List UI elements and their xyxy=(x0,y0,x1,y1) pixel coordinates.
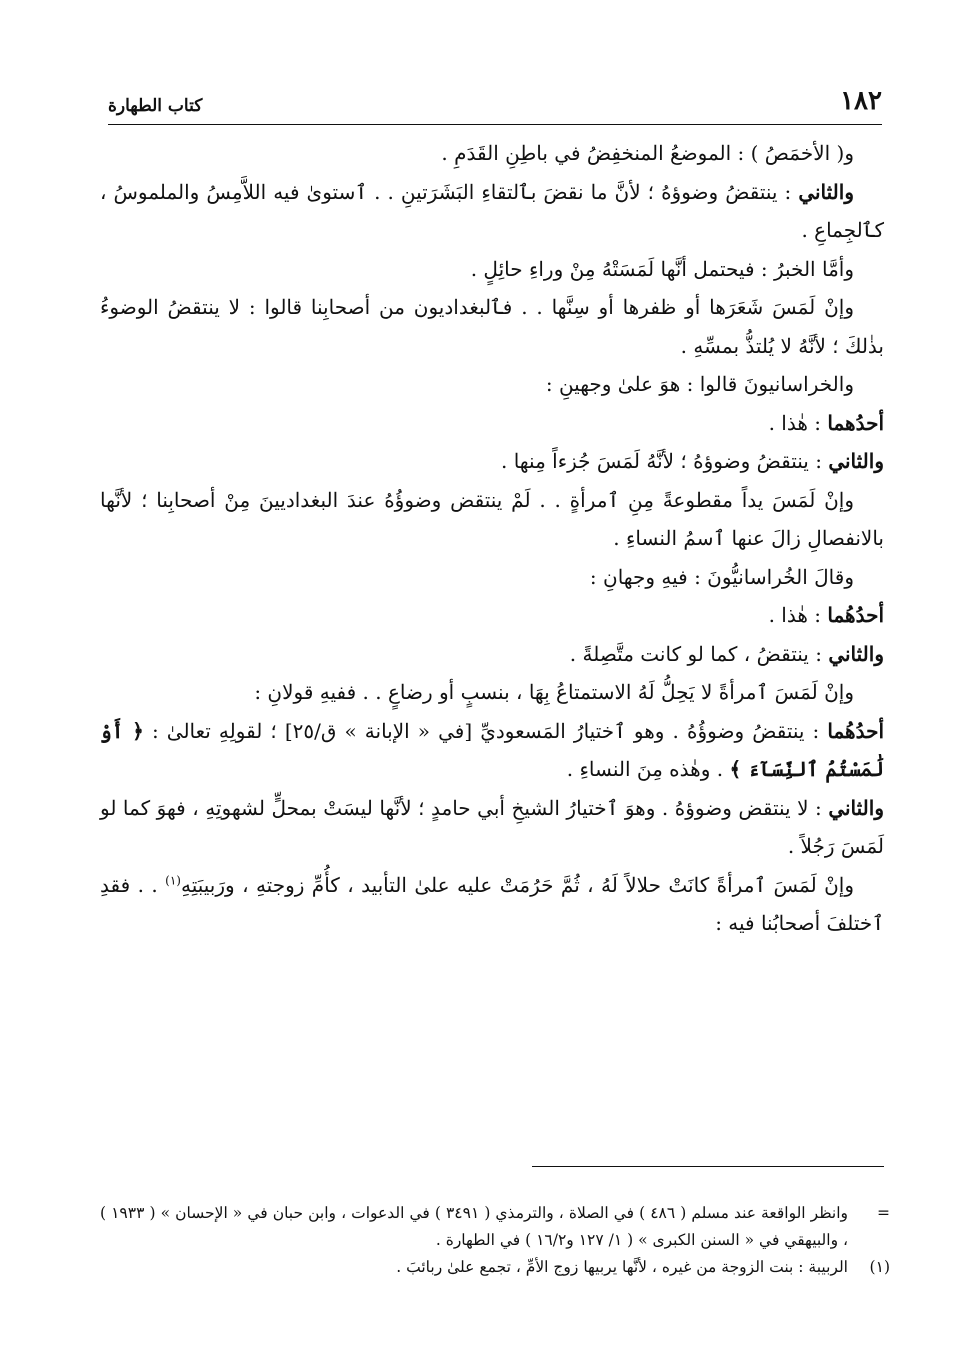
paragraph-text: وأمَّا الخبرُ : فيحتمل أنَّها لَمَسَتْهُ مِنْ وراءِ حائِلٍ . xyxy=(470,256,854,281)
footnotes xyxy=(100,1200,890,1281)
paragraph-text: : ينتقضُ ، كما لو كانت متَّصِلةً . xyxy=(569,641,829,666)
paragraph xyxy=(100,558,884,597)
paragraph xyxy=(100,481,884,558)
running-title: كتاب الطهارة xyxy=(108,96,203,116)
paragraph xyxy=(100,173,884,250)
paragraph-text: والخراسانيونَ قالوا : هوَ علىٰ وجهينِ : xyxy=(545,372,854,396)
paragraph-text: : ينتقضُ وضوؤهُ ؛ لأنَّهُ لَمَسَ جُزءاً مِنها . xyxy=(501,449,829,473)
header-rule xyxy=(108,124,882,125)
paragraph-text: : هٰذا . xyxy=(768,410,828,435)
paragraph-text: وإنْ لَمَسَ شَعَرَها أو ظفرها أو سِنَّها . . فٱلبغداديون من أصحابِنا قالوا : لا ينتقضُ الوضوءُ بذٰلكَ ؛ لأنَّهُ لا يُلتذُّ بمسِّهِ . xyxy=(100,295,884,358)
footnote-mark: = xyxy=(877,1204,890,1222)
paragraph xyxy=(100,404,884,443)
paragraph-lead: والثاني xyxy=(828,795,884,820)
paragraph-text: وقالَ الخُراسانيُّونَ : فيهِ وجهانِ : xyxy=(589,564,854,589)
paragraph-text: وإنْ لَمَسَ ٱمرأةً لا يَحِلُّ لَهُ الاستمتاعُ بِهَا ، بنسبٍ أو رضاعٍ . . ففيهِ قولانِ : xyxy=(254,680,854,704)
paragraph-text: : ينتقضُ وضوؤُهُ . وهو ٱختيارُ المَسعوديِّ [في « الإبانة » ق/٢٥] ؛ لقولِهِ تعالىٰ : xyxy=(143,718,828,743)
paragraph xyxy=(100,442,884,481)
main-text xyxy=(100,134,884,943)
paragraph xyxy=(100,673,884,712)
paragraph-lead: والثاني xyxy=(828,641,884,666)
paragraph xyxy=(100,250,884,289)
paragraph xyxy=(100,365,884,404)
page-header xyxy=(108,84,882,124)
paragraph-text: : لا ينتقض وضوؤهُ . وهوَ ٱختيارُ الشيخِ أبي حامدٍ ؛ لأنَّها ليسَتْ بمحلٍّ لشهوتِهِ ، فهوَ كما لو لَمَسَ رَجُلاً . xyxy=(100,795,884,858)
paragraph-text: . وهٰذه مِنَ النساءِ . xyxy=(566,757,730,781)
paragraph-text: : ينتقضُ وضوؤهُ ؛ لأنَّ ما نقضَ بٱلتقاءِ البَشَرَتينِ . . ٱستوىٰ فيه اللاَّمِسُ والملموسُ ، كٱلجِماعِ . xyxy=(100,179,884,242)
paragraph-lead: أحدُهُما xyxy=(827,718,884,743)
footnote-text: وانظر الواقعة عند مسلم ( ٤٨٦ ) في الصلاة ، والترمذي ( ٣٤٩١ ) في الدعوات ، وابن حبان في « الإحسان » ( ١٩٣٣ ) ، والبيهقي في « السنن الكبرى » ( ١/ ١٢٧ و١٦/٢ ) في الطهارة . xyxy=(100,1204,849,1249)
quran-verse: ﴿ أَوْ لَٰمَسْتُمُ ٱلنِّسَآءَ ﴾ xyxy=(100,718,884,781)
paragraph xyxy=(100,789,884,866)
paragraph-lead: أحدُهما xyxy=(827,410,884,435)
footnote xyxy=(100,1254,890,1281)
paragraph-text: : هٰذا . xyxy=(768,603,828,627)
footnote-text: الربيبة : بنت الزوجة من غيره ، لأنَّها يربيها زوج الأمِّ ، تجمع علىٰ ربائبَ . xyxy=(396,1258,848,1276)
footnote-reference[interactable]: (١) xyxy=(165,872,181,887)
paragraph xyxy=(100,134,884,173)
paragraph-text: وإنْ لَمَسَ ٱمرأةً كانَتْ حلالاً لَهُ ، ثُمَّ حَرُمَتْ عليه علىٰ التأبيد ، كأُمِّ زوجتهِ ، ورَبيبَتِهِ xyxy=(180,872,855,897)
footnote xyxy=(100,1200,890,1254)
paragraph xyxy=(100,712,884,789)
paragraph xyxy=(100,288,884,365)
paragraph xyxy=(100,596,884,635)
footnote-rule xyxy=(532,1166,884,1167)
paragraph-lead: أحدُهُما xyxy=(827,603,884,627)
page-number: ١٨٢ xyxy=(840,86,882,116)
paragraph-text: وإنْ لَمَسَ يداً مقطوعةً مِنِ ٱمرأةٍ . . لَمْ ينتقض وضوؤُهُ عندَ البغداديينَ مِنْ أصحابِنا ؛ لأنَّها بالانفصالِ زالَ عنها ٱسمُ النساءِ . xyxy=(100,487,884,550)
footnote-mark: (١) xyxy=(869,1258,890,1276)
paragraph xyxy=(100,866,884,943)
paragraph-lead: والثاني xyxy=(828,449,884,473)
paragraph xyxy=(100,635,884,674)
paragraph-text: . . فقدِ ٱختلفَ أصحابُنا فيه : xyxy=(100,872,884,935)
paragraph-text: و( الأخمَصُ ) : الموضعُ المنخفِضُ في باطِنِ القَدَمِ . xyxy=(441,141,854,165)
paragraph-lead: والثاني xyxy=(798,179,854,204)
